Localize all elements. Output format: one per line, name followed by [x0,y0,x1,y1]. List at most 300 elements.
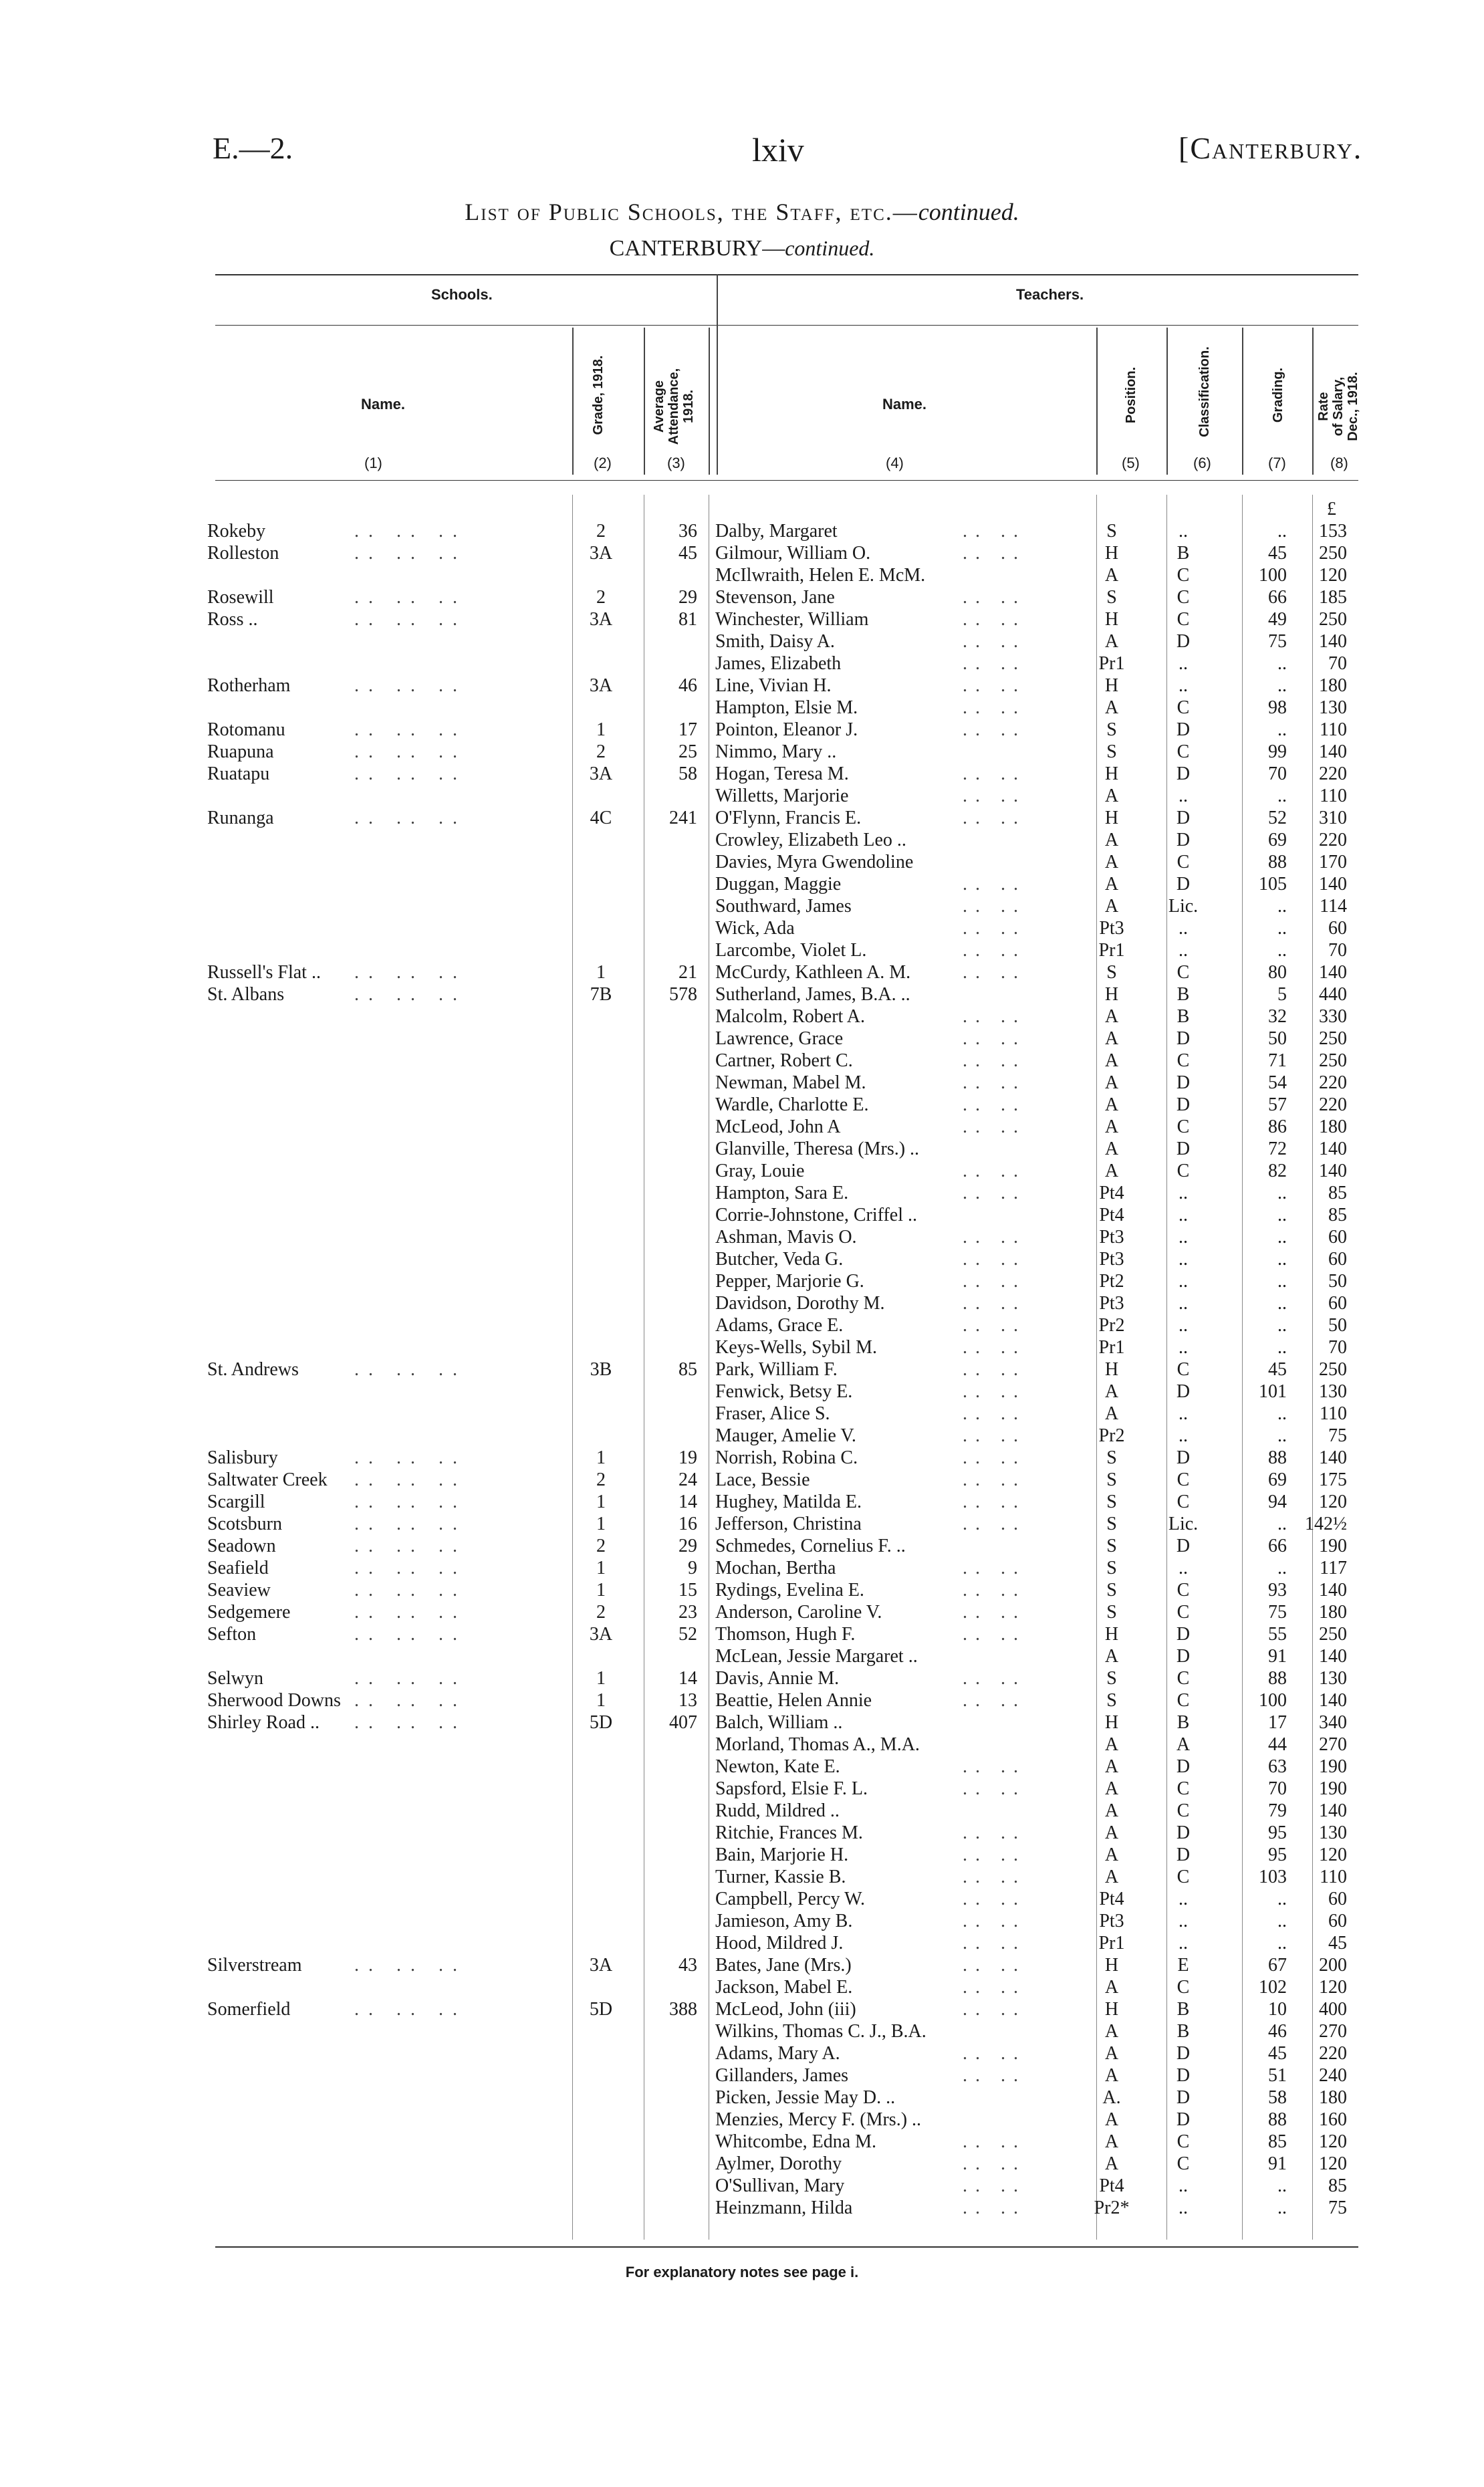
table-row [0,1358,1484,1381]
teacher-grading: 91 [1268,2153,1287,2174]
page-title [0,198,1484,226]
school-grade: 2 [596,521,606,542]
teacher-position: A [1104,786,1119,806]
average-attendance: 43 [678,1955,697,1976]
school-grade: 2 [596,1536,606,1556]
teacher-grading: .. [1277,675,1287,696]
teacher-grading: .. [1277,1293,1287,1314]
teacher-name: Schmedes, Cornelius F. .. [715,1536,906,1556]
col-number-3: (3) [667,455,685,471]
table-row [0,2020,1484,2042]
teacher-grading: 100 [1259,565,1287,586]
table-row [0,1557,1484,1579]
average-attendance: 388 [669,1999,697,2020]
salary-rate: 85 [1328,1183,1347,1203]
teacher-position: A [1104,2109,1119,2130]
leader-dots: .. .. [963,1889,1026,1909]
teacher-position: S [1106,1514,1117,1534]
teacher-position: A [1104,1845,1119,1865]
teacher-position: H [1104,1359,1119,1380]
table-row [0,1138,1484,1160]
salary-rate: 220 [1319,1094,1347,1115]
divider-pos-cls [1166,328,1168,475]
teacher-grading: 105 [1259,874,1287,895]
teacher-position: A [1104,1161,1119,1181]
table-row [0,1469,1484,1491]
average-attendance: 36 [678,521,697,542]
table-row [0,983,1484,1005]
leader-dots: .. .. [963,1381,1026,1402]
salary-rate: 70 [1328,1337,1347,1358]
salary-rate: 120 [1319,2131,1347,2152]
teacher-classification: D [1176,2087,1191,2108]
teacher-grading: 88 [1268,2109,1287,2130]
teacher-classification: C [1177,2153,1190,2174]
teacher-classification: D [1176,1072,1191,1093]
leader-dots: .. .. [963,1867,1026,1887]
leader-dots: .. .. [963,1558,1026,1578]
teacher-classification: C [1177,741,1190,762]
teacher-position: A [1104,1734,1119,1755]
table-row [0,873,1484,895]
salary-rate: 110 [1320,719,1347,740]
table-row [0,1072,1484,1094]
leader-dots: .. .. .. [354,962,467,983]
teacher-position: A [1104,1094,1119,1115]
school-name: Sherwood Downs [207,1690,341,1711]
leader-dots: .. .. [963,918,1026,939]
table-row [0,586,1484,608]
table-row [0,1579,1484,1601]
salary-rate: 140 [1319,962,1347,983]
teacher-grading: 79 [1268,1800,1287,1821]
table-row [0,939,1484,961]
salary-rate: 400 [1319,1999,1347,2020]
teacher-name: Park, William F. [715,1359,838,1380]
teacher-classification: D [1176,1822,1191,1843]
salary-rate: 153 [1319,521,1347,542]
leader-dots: .. .. .. [354,521,467,542]
average-attendance: 24 [678,1469,697,1490]
leader-dots: .. .. [963,1315,1026,1336]
leader-dots: .. .. [963,1602,1026,1623]
teacher-grading: 88 [1268,852,1287,872]
salary-rate: 200 [1319,1955,1347,1976]
school-name: Scotsburn [207,1514,282,1534]
teacher-classification: C [1177,852,1190,872]
grading-header: Grading. [1271,367,1285,423]
title-main: List of Public Schools, the Staff, etc.— [465,199,918,225]
salary-rate: 75 [1328,1425,1347,1446]
teacher-grading: 50 [1268,1028,1287,1049]
salary-rate: 140 [1319,1800,1347,1821]
salary-rate: 250 [1319,609,1347,630]
teacher-grading: .. [1277,1205,1287,1225]
average-attendance: 578 [669,984,697,1005]
col-number-6: (6) [1193,455,1211,471]
teacher-grading: .. [1277,1889,1287,1909]
salary-rate: 180 [1319,2087,1347,2108]
salary-rate: 120 [1319,1845,1347,1865]
teacher-position: Pt3 [1099,1227,1124,1248]
teacher-position: S [1106,521,1117,542]
salary-rate: 60 [1328,1293,1347,1314]
average-attendance: 21 [678,962,697,983]
table-row [0,564,1484,586]
school-grade: 1 [596,962,606,983]
teacher-position: S [1106,741,1117,762]
teacher-position: Pt4 [1099,1889,1124,1909]
table-row [0,1932,1484,1954]
teacher-name: Wilkins, Thomas C. J., B.A. [715,2021,926,2042]
leader-dots: .. .. [963,2043,1026,2064]
teacher-classification: C [1177,2131,1190,2152]
teacher-name: Whitcombe, Edna M. [715,2131,877,2152]
leader-dots: .. .. [963,2131,1026,2152]
salary-rate: 110 [1320,1403,1347,1424]
teacher-grading: 49 [1268,609,1287,630]
teacher-classification: .. [1179,1337,1188,1358]
leader-dots: .. .. [963,1624,1026,1645]
teacher-grading: 45 [1268,543,1287,564]
teacher-position: A [1104,2043,1119,2064]
average-attendance: 9 [688,1558,697,1578]
teacher-position: A [1104,1977,1119,1998]
teacher-name: Picken, Jessie May D. .. [715,2087,896,2108]
divider-name-pos [1096,328,1098,475]
teacher-name: James, Elizabeth [715,653,842,674]
teacher-name: Corrie-Johnstone, Criffel .. [715,1205,917,1225]
salary-rate: 310 [1319,808,1347,828]
leader-dots: .. .. [963,1161,1026,1181]
teacher-name: Aylmer, Dorothy [715,2153,842,2174]
school-grade: 3A [589,609,613,630]
table-row [0,1425,1484,1447]
teacher-name: Butcher, Veda G. [715,1249,844,1270]
teacher-position: A [1104,896,1119,917]
teacher-classification: E [1177,1955,1189,1976]
average-attendance: 58 [678,763,697,784]
school-grade: 3A [589,675,613,696]
teacher-name: Jamieson, Amy B. [715,1911,853,1931]
salary-rate: 250 [1319,1359,1347,1380]
teacher-grading: 72 [1268,1139,1287,1159]
teacher-grading: 5 [1277,984,1287,1005]
table-row [0,1800,1484,1822]
leader-dots: .. .. [963,1580,1026,1601]
table-row [0,1954,1484,1976]
teacher-classification: D [1176,631,1191,652]
table-row [0,1050,1484,1072]
teacher-grading: .. [1277,1911,1287,1931]
teacher-name: Ashman, Mavis O. [715,1227,857,1248]
salary-rate: 180 [1319,1602,1347,1623]
leader-dots: .. .. [963,1072,1026,1093]
teacher-grading: 95 [1268,1822,1287,1843]
teacher-name: Sapsford, Elsie F. L. [715,1778,868,1799]
leader-dots: .. .. [963,1183,1026,1203]
teacher-name: Winchester, William [715,609,869,630]
leader-dots: .. .. [963,1955,1026,1976]
teacher-name: Hogan, Teresa M. [715,763,849,784]
leader-dots: .. .. [963,1911,1026,1931]
teacher-grading: 95 [1268,1845,1287,1865]
leader-dots: .. .. [963,1271,1026,1292]
col-number-7: (7) [1268,455,1286,471]
teacher-name: Thomson, Hugh F. [715,1624,856,1645]
teacher-position: S [1106,1558,1117,1578]
table-row [0,630,1484,653]
table-row [0,1292,1484,1314]
teacher-classification: D [1176,763,1191,784]
school-grade: 3A [589,1955,613,1976]
leader-dots: .. .. .. [354,1955,467,1976]
salary-rate: 60 [1328,1911,1347,1931]
teacher-classification: C [1177,1359,1190,1380]
teacher-position: H [1104,1712,1119,1733]
teacher-classification: .. [1179,1271,1188,1292]
teacher-grading: 69 [1268,1469,1287,1490]
salary-rate: 130 [1319,1381,1347,1402]
col-number-8: (8) [1330,455,1348,471]
teacher-position: Pt3 [1099,1249,1124,1270]
leader-dots: .. .. .. [354,1359,467,1380]
position-header: Position. [1124,366,1138,424]
teacher-name: Turner, Kassie B. [715,1867,846,1887]
leader-dots: .. .. [963,874,1026,895]
salary-rate: 180 [1319,675,1347,696]
teacher-classification: C [1177,1116,1190,1137]
salary-rate: 117 [1320,1558,1347,1578]
table-row [0,1976,1484,1998]
teacher-name: McCurdy, Kathleen A. M. [715,962,911,983]
teacher-grading: .. [1277,896,1287,917]
col-number-2: (2) [594,455,612,471]
table-row [0,2064,1484,2087]
table-row [0,1778,1484,1800]
leader-dots: .. .. .. [354,1690,467,1711]
table-row [0,1601,1484,1623]
school-name: Seaview [207,1580,271,1601]
teacher-classification: C [1177,565,1190,586]
divider-cls-grd [1242,328,1243,475]
teacher-name: Dalby, Margaret [715,521,838,542]
teacher-name: Pepper, Marjorie G. [715,1271,864,1292]
table-row [0,1491,1484,1513]
salary-rate: 85 [1328,2175,1347,2196]
leader-dots: .. .. .. [354,1712,467,1733]
teacher-classification: C [1177,1602,1190,1623]
table-row [0,1005,1484,1028]
table-row [0,1910,1484,1932]
school-name: Salisbury [207,1447,278,1468]
school-name: St. Albans [207,984,285,1005]
salary-rate: 50 [1328,1315,1347,1336]
teacher-grading: 88 [1268,1447,1287,1468]
teacher-name: Southward, James [715,896,852,917]
leader-dots: .. .. .. [354,1558,467,1578]
teacher-classification: D [1176,1028,1191,1049]
leader-dots: .. .. [963,1668,1026,1689]
school-name: Seafield [207,1558,269,1578]
teacher-position: A [1104,1006,1119,1027]
school-name: Sedgemere [207,1602,291,1623]
salary-rate: 50 [1328,1271,1347,1292]
table-row [0,1094,1484,1116]
teacher-name: Newman, Mabel M. [715,1072,866,1093]
table-row [0,1226,1484,1248]
teacher-name: Keys-Wells, Sybil M. [715,1337,877,1358]
leader-dots: .. .. [963,543,1026,564]
table-row [0,785,1484,807]
teacher-name: Menzies, Mercy F. (Mrs.) .. [715,2109,922,2130]
teacher-name: Mauger, Amelie V. [715,1425,856,1446]
school-grade: 4C [590,808,612,828]
teacher-position: A [1104,1116,1119,1137]
salary-rate: 130 [1319,697,1347,718]
teacher-position: A [1104,1403,1119,1424]
teacher-position: Pr1 [1098,940,1125,961]
school-name: Rokeby [207,521,266,542]
teacher-classification: .. [1179,1933,1188,1953]
salary-rate: 180 [1319,1116,1347,1137]
salary-rate: 60 [1328,918,1347,939]
table-row [0,1248,1484,1270]
school-grade: 3A [589,763,613,784]
school-name: Ross .. [207,609,258,630]
teacher-name: Jefferson, Christina [715,1514,862,1534]
teacher-classification: D [1176,1845,1191,1865]
teacher-position: S [1106,1668,1117,1689]
salary-rate: 190 [1319,1756,1347,1777]
teacher-position: A [1104,830,1119,850]
table-bottom-rule [215,2246,1358,2248]
teacher-grading: 75 [1268,1602,1287,1623]
teacher-grading: .. [1277,1425,1287,1446]
school-name: Rotherham [207,675,291,696]
average-attendance: 29 [678,587,697,608]
leader-dots: .. .. .. [354,719,467,740]
teacher-classification: .. [1179,940,1188,961]
teacher-grading: .. [1277,2175,1287,2196]
teacher-name: Campbell, Percy W. [715,1889,865,1909]
teacher-grading: 75 [1268,631,1287,652]
teacher-name: Beattie, Helen Annie [715,1690,872,1711]
teacher-position: S [1106,1469,1117,1490]
average-attendance: 16 [678,1514,697,1534]
leader-dots: .. .. [963,1977,1026,1998]
leader-dots: .. .. [963,521,1026,542]
teacher-position: A [1104,852,1119,872]
teacher-position: Pr2 [1098,1425,1125,1446]
leader-dots: .. .. [963,697,1026,718]
average-attendance: 81 [678,609,697,630]
leader-dots: .. .. [963,1822,1026,1843]
leader-dots: .. .. .. [354,1447,467,1468]
school-grade: 1 [596,1514,606,1534]
teacher-position: A [1104,1867,1119,1887]
teacher-classification: .. [1179,1183,1188,1203]
teacher-grading: .. [1277,940,1287,961]
teacher-name: Fraser, Alice S. [715,1403,830,1424]
salary-rate: 160 [1319,2109,1347,2130]
teacher-classification: B [1177,984,1190,1005]
leader-dots: .. .. .. [354,1469,467,1490]
school-grade: 1 [596,1580,606,1601]
teacher-name: Davis, Annie M. [715,1668,840,1689]
page-subtitle [0,236,1484,261]
table-row [0,653,1484,675]
teacher-name: Crowley, Elizabeth Leo .. [715,830,906,850]
salary-rate: 60 [1328,1227,1347,1248]
salary-rate: 250 [1319,1028,1347,1049]
teacher-grading: 88 [1268,1668,1287,1689]
teacher-classification: .. [1179,653,1188,674]
salary-rate: 220 [1319,1072,1347,1093]
teacher-position: A [1104,631,1119,652]
average-attendance: 25 [678,741,697,762]
teacher-classification: B [1177,1999,1190,2020]
teacher-classification: .. [1179,1227,1188,1248]
table-row [0,763,1484,785]
leader-dots: .. .. [963,1933,1026,1953]
table-row [0,1844,1484,1866]
divider-name-grade [572,328,574,475]
table-row [0,1998,1484,2020]
table-row [0,1403,1484,1425]
salary-rate: 120 [1319,1977,1347,1998]
teacher-grading: .. [1277,1183,1287,1203]
teacher-grading: 10 [1268,1999,1287,2020]
table-row [0,1314,1484,1336]
teacher-name: Smith, Daisy A. [715,631,835,652]
average-attendance: 19 [678,1447,697,1468]
section-label: [Canterbury. [1179,131,1363,165]
teacher-grading: 80 [1268,962,1287,983]
teacher-grading: .. [1277,1403,1287,1424]
teacher-grading: 94 [1268,1492,1287,1512]
teacher-classification: D [1176,1094,1191,1115]
teacher-classification: .. [1179,918,1188,939]
teacher-position: A [1104,2153,1119,2174]
leader-dots: .. .. [963,763,1026,784]
teacher-position: A [1104,874,1119,895]
leader-dots: .. .. [963,1028,1026,1049]
average-attendance: 29 [678,1536,697,1556]
average-attendance: 46 [678,675,697,696]
school-grade: 1 [596,1447,606,1468]
currency-symbol: £ [1327,499,1336,519]
teacher-classification: C [1177,962,1190,983]
col-number-1: (1) [364,455,382,471]
salary-rate: 45 [1328,1933,1347,1953]
table-row [0,1028,1484,1050]
teacher-position: Pt3 [1099,1293,1124,1314]
school-grade: 1 [596,1690,606,1711]
teacher-classification: D [1176,719,1191,740]
teacher-position: H [1104,543,1119,564]
teacher-position: Pr2 [1098,1315,1125,1336]
salary-rate: 60 [1328,1249,1347,1270]
teacher-position: A [1104,1381,1119,1402]
teacher-classification: .. [1179,2175,1188,2196]
table-row [0,1182,1484,1204]
teacher-position: A [1104,697,1119,718]
leader-dots: .. .. .. [354,1536,467,1556]
teacher-position: A [1104,1822,1119,1843]
teacher-name: Gillanders, James [715,2065,849,2086]
title-continued: continued. [918,199,1019,225]
